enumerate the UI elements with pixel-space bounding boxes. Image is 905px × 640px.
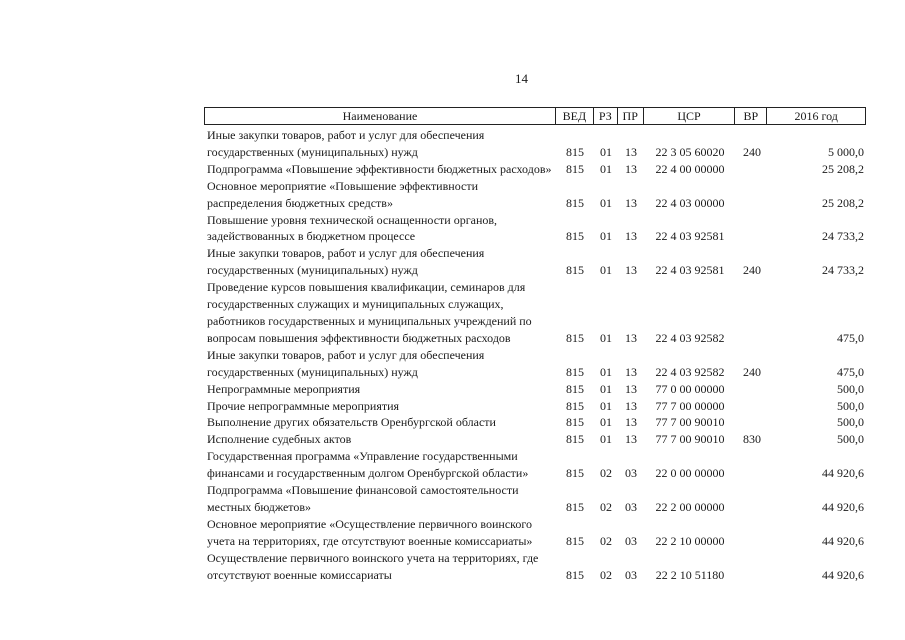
row-ved: 815 [566, 466, 584, 481]
row-vr: 240 [743, 144, 761, 159]
row-pr: 13 [625, 432, 637, 447]
table-row [204, 178, 866, 212]
table-row [204, 127, 866, 161]
row-rz: 02 [600, 499, 612, 514]
row-name: Исполнение судебных актов [207, 432, 352, 447]
row-csr: 77 7 00 90010 [655, 415, 725, 430]
row-sum: 500,0 [837, 432, 864, 447]
header-csr: ЦСР [644, 108, 736, 124]
row-pr: 13 [625, 195, 637, 210]
row-sum: 24 733,2 [822, 263, 864, 278]
table-row [204, 347, 866, 381]
row-csr: 22 4 03 92581 [655, 263, 725, 278]
table-row [204, 161, 866, 178]
row-rz: 01 [600, 364, 612, 379]
row-ved: 815 [566, 364, 584, 379]
row-name: Подпрограмма «Повышение эффективности бюджетных расходов» [207, 161, 552, 176]
row-pr: 13 [625, 263, 637, 278]
row-pr: 13 [625, 144, 637, 159]
row-csr: 22 4 03 00000 [655, 195, 725, 210]
row-ved: 815 [566, 161, 584, 176]
table-body [204, 127, 866, 583]
table-row [204, 414, 866, 431]
row-csr: 22 3 05 60020 [655, 144, 725, 159]
row-vr: 240 [743, 263, 761, 278]
row-sum: 500,0 [837, 381, 864, 396]
row-rz: 01 [600, 229, 612, 244]
row-name: Повышение уровня технической оснащенности органов, задействованных в бюджетном процессе [207, 212, 498, 244]
row-ved: 815 [566, 398, 584, 413]
row-pr: 13 [625, 398, 637, 413]
row-pr: 03 [625, 533, 637, 548]
table-row [204, 516, 866, 550]
row-csr: 22 4 03 92581 [655, 229, 725, 244]
table-row [204, 550, 866, 584]
row-pr: 13 [625, 161, 637, 176]
header-name: Наименование [205, 108, 556, 124]
row-rz: 01 [600, 195, 612, 210]
header-year: 2016 год [794, 109, 838, 123]
row-ved: 815 [566, 263, 584, 278]
row-name: Проведение курсов повышения квалификации, семинаров для государственных служащих и муниципальных служащих, работников государственных и муниципальных учреждений по вопросам повышения эффективности бюджетных расходов [207, 280, 532, 345]
row-ved: 815 [566, 381, 584, 396]
row-ved: 815 [566, 229, 584, 244]
row-pr: 13 [625, 381, 637, 396]
table-row [204, 212, 866, 246]
row-name: Основное мероприятие «Повышение эффективности распределения бюджетных средств» [207, 178, 478, 210]
row-sum: 44 920,6 [822, 499, 864, 514]
row-pr: 03 [625, 466, 637, 481]
row-name: Выполнение других обязательств Оренбургской области [207, 415, 496, 430]
row-name: Иные закупки товаров, работ и услуг для обеспечения государственных (муниципальных) нужд [207, 347, 485, 379]
row-sum: 44 920,6 [822, 466, 864, 481]
row-rz: 01 [600, 398, 612, 413]
row-csr: 77 0 00 00000 [655, 381, 725, 396]
row-rz: 01 [600, 415, 612, 430]
table-row [204, 279, 866, 347]
row-sum: 44 920,6 [822, 567, 864, 582]
row-name: Осуществление первичного воинского учета на территориях, где отсутствуют военные комиссариаты [207, 550, 539, 582]
row-sum: 25 208,2 [822, 195, 864, 210]
row-rz: 01 [600, 263, 612, 278]
row-rz: 02 [600, 533, 612, 548]
row-name: Государственная программа «Управление государственными финансами и государственным долгом Оренбургской области» [207, 449, 529, 481]
row-csr: 22 2 10 00000 [655, 533, 725, 548]
header-rz: РЗ [594, 108, 618, 124]
row-sum: 500,0 [837, 415, 864, 430]
row-csr: 22 0 00 00000 [655, 466, 725, 481]
row-ved: 815 [566, 144, 584, 159]
row-rz: 01 [600, 381, 612, 396]
row-sum: 44 920,6 [822, 533, 864, 548]
row-csr: 22 4 03 92582 [655, 364, 725, 379]
row-pr: 13 [625, 415, 637, 430]
table-row [204, 431, 866, 448]
row-csr: 77 7 00 90010 [655, 432, 725, 447]
row-name: Прочие непрограммные мероприятия [207, 398, 400, 413]
row-rz: 02 [600, 567, 612, 582]
row-ved: 815 [566, 499, 584, 514]
row-rz: 02 [600, 466, 612, 481]
header-vr: ВР [735, 108, 767, 124]
row-name: Иные закупки товаров, работ и услуг для обеспечения государственных (муниципальных) нужд [207, 246, 485, 278]
table-row [204, 245, 866, 279]
row-name: Непрограммные мероприятия [207, 381, 361, 396]
row-sum: 475,0 [837, 364, 864, 379]
row-csr: 22 2 00 00000 [655, 499, 725, 514]
row-name: Иные закупки товаров, работ и услуг для обеспечения государственных (муниципальных) нужд [207, 128, 485, 159]
table-row [204, 398, 866, 415]
row-pr: 03 [625, 567, 637, 582]
row-pr: 13 [625, 364, 637, 379]
row-vr: 240 [743, 364, 761, 379]
row-ved: 815 [566, 533, 584, 548]
table-row [204, 381, 866, 398]
row-name: Подпрограмма «Повышение финансовой самостоятельности местных бюджетов» [207, 483, 519, 514]
row-ved: 815 [566, 195, 584, 210]
row-sum: 475,0 [837, 330, 864, 345]
row-csr: 77 7 00 00000 [655, 398, 725, 413]
row-pr: 13 [625, 330, 637, 345]
table-row [204, 448, 866, 482]
row-csr: 22 2 10 51180 [655, 567, 725, 582]
header-ved: ВЕД [556, 108, 594, 124]
row-pr: 03 [625, 499, 637, 514]
row-csr: 22 4 03 92582 [655, 330, 725, 345]
row-ved: 815 [566, 432, 584, 447]
row-sum: 24 733,2 [822, 229, 864, 244]
table-row [204, 482, 866, 516]
row-sum: 5 000,0 [828, 144, 864, 159]
row-rz: 01 [600, 330, 612, 345]
row-ved: 815 [566, 415, 584, 430]
row-vr: 830 [743, 432, 761, 447]
row-rz: 01 [600, 144, 612, 159]
row-rz: 01 [600, 432, 612, 447]
row-pr: 13 [625, 229, 637, 244]
row-ved: 815 [566, 330, 584, 345]
page-number: 14 [515, 71, 528, 86]
row-name: Основное мероприятие «Осуществление первичного воинского учета на территориях, где отсутствуют военные комиссариаты» [207, 516, 533, 548]
row-sum: 25 208,2 [822, 161, 864, 176]
header-pr: ПР [618, 108, 644, 124]
row-sum: 500,0 [837, 398, 864, 413]
table-header [204, 107, 866, 125]
row-ved: 815 [566, 567, 584, 582]
row-csr: 22 4 00 00000 [655, 161, 725, 176]
row-rz: 01 [600, 161, 612, 176]
